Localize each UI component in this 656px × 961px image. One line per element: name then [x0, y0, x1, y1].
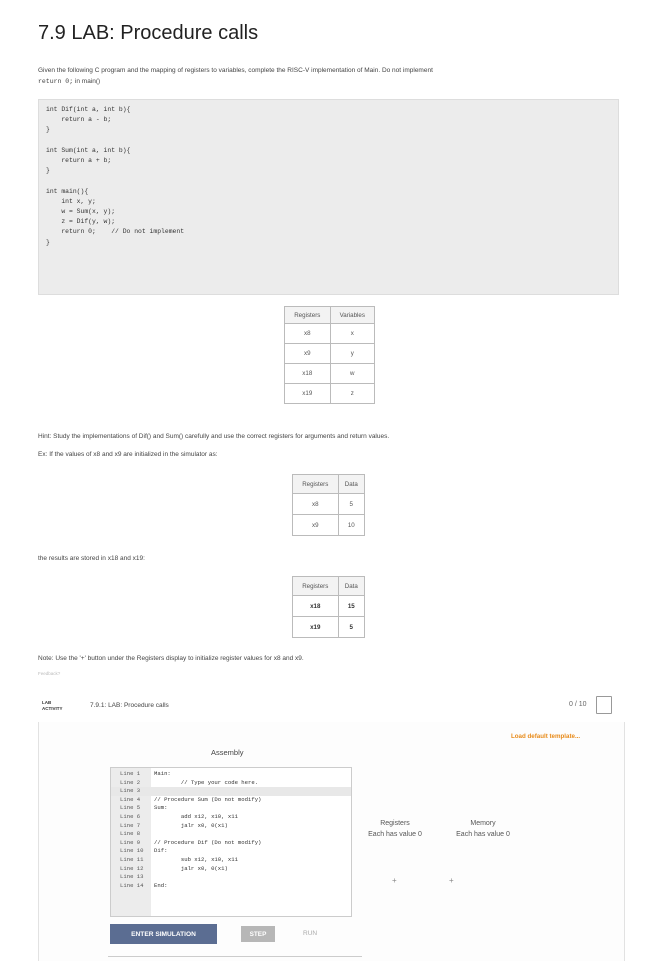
init-cell: x8 [293, 494, 339, 515]
c-code-line: int main(){ [46, 187, 89, 195]
editor-line[interactable] [111, 873, 351, 882]
line-number: Line 14 [120, 881, 144, 889]
result-table [292, 576, 365, 638]
mapping-cell: x19 [285, 384, 331, 404]
intro-text [38, 65, 618, 87]
line-number: Line 10 [120, 847, 144, 855]
registers-panel [360, 818, 430, 840]
load-template-link[interactable]: Load default template... [511, 733, 581, 740]
line-number: Line 5 [120, 804, 141, 812]
c-code-line: } [46, 238, 50, 246]
page-title: 7.9 LAB: Procedure calls [38, 22, 259, 44]
init-header-registers: Registers [293, 475, 339, 494]
mapping-header-registers: Registers [285, 307, 331, 324]
line-number: Line 9 [120, 838, 141, 846]
editor-line[interactable] [111, 787, 351, 796]
c-code-line: int Sum(int a, int b){ [46, 146, 131, 154]
line-code: jalr x0, 0(x1) [154, 821, 228, 829]
line-number: Line 6 [120, 813, 141, 820]
memory-sub: Each has value 0 [456, 831, 510, 838]
editor-line[interactable] [111, 839, 351, 848]
line-code: add x12, x10, x11 [154, 813, 238, 820]
c-code-line: return a - b; [46, 116, 112, 124]
c-code-line: } [46, 167, 50, 175]
step-button[interactable]: STEP [241, 926, 275, 942]
editor-line[interactable] [111, 865, 351, 874]
line-code: Dif: [154, 847, 168, 855]
intro-tail: in main() [74, 78, 101, 85]
c-code-line: w = Sum(x, y); [46, 208, 116, 216]
result-cell: 15 [338, 596, 364, 617]
c-code-line: return a + b; [46, 157, 112, 165]
assembly-label: Assembly [211, 748, 244, 757]
editor-line[interactable] [111, 822, 351, 831]
mapping-cell: z [330, 384, 374, 404]
c-code-line: z = Dif(y, w); [46, 218, 116, 226]
line-code: // Procedure Dif (Do not modify) [154, 838, 262, 846]
editor-line[interactable] [111, 804, 351, 813]
editor-line[interactable] [111, 770, 351, 779]
c-code-line: return 0; // Do not implement [46, 228, 185, 236]
add-register-button[interactable]: + [392, 876, 397, 885]
c-code-line: int Dif(int a, int b){ [46, 106, 131, 113]
editor-line[interactable] [111, 813, 351, 822]
editor-line[interactable] [111, 856, 351, 865]
editor-line[interactable] [111, 847, 351, 856]
init-cell: x9 [293, 515, 339, 536]
line-code: // Procedure Sum (Do not modify) [154, 795, 262, 803]
result-cell: x19 [293, 617, 339, 638]
mapping-cell: x8 [285, 324, 331, 344]
line-code: End: [154, 881, 168, 889]
divider [108, 956, 362, 957]
init-cell: 10 [338, 515, 364, 536]
line-number: Line 3 [120, 787, 141, 795]
registers-sub: Each has value 0 [368, 831, 422, 838]
line-number: Line 13 [120, 873, 144, 881]
hint-text: Hint: Study the implementations of Dif() and Sum() carefully and use the correct registers for arguments and return values. [38, 433, 390, 440]
result-header-data: Data [338, 577, 364, 596]
line-number: Line 11 [120, 856, 144, 863]
enter-simulation-button[interactable]: ENTER SIMULATION [110, 924, 217, 944]
feedback-link[interactable]: Feedback? [38, 671, 61, 676]
editor-line[interactable] [111, 796, 351, 805]
c-code-line: } [46, 126, 50, 134]
line-number: Line 8 [120, 830, 141, 838]
lab-header [38, 693, 627, 721]
lab-badge-line2: ACTIVITY [42, 706, 63, 711]
mapping-header-variables: Variables [330, 307, 374, 324]
line-code: // Type your code here. [154, 778, 259, 786]
mapping-cell: x18 [285, 364, 331, 384]
init-cell: 5 [338, 494, 364, 515]
run-button[interactable]: RUN [303, 930, 318, 937]
mapping-cell: w [330, 364, 374, 384]
editor-line[interactable] [111, 830, 351, 839]
intro-code: return 0; [38, 78, 74, 85]
score: 0 / 10 [569, 701, 587, 708]
mapping-cell: y [330, 344, 374, 364]
result-cell: x18 [293, 596, 339, 617]
add-memory-button[interactable]: + [449, 876, 454, 885]
line-number: Line 2 [120, 778, 141, 786]
line-number: Line 1 [120, 770, 141, 777]
score-badge-icon [596, 696, 612, 714]
mapping-cell: x [330, 324, 374, 344]
result-cell: 5 [338, 617, 364, 638]
lab-badge-line1: LAB [42, 700, 52, 705]
line-number: Line 4 [120, 795, 141, 803]
c-code-line: int x, y; [46, 197, 96, 205]
lab-title: 7.9.1: LAB: Procedure calls [90, 702, 169, 709]
editor-line[interactable] [111, 882, 351, 891]
example-label: Ex: If the values of x8 and x9 are initialized in the simulator as: [38, 451, 218, 458]
init-table [292, 474, 365, 536]
line-code: Sum: [154, 804, 168, 812]
result-header-registers: Registers [293, 577, 339, 596]
note-text: Note: Use the '+' button under the Registers display to initialize register values for x8 and x9. [38, 655, 304, 662]
editor-line[interactable] [111, 779, 351, 788]
intro-description: Given the following C program and the mapping of registers to variables, complete the RISC-V implementation of Main. Do not implement [38, 67, 433, 74]
mapping-cell: x9 [285, 344, 331, 364]
line-number: Line 7 [120, 821, 141, 829]
init-header-data: Data [338, 475, 364, 494]
line-code: sub x12, x10, x11 [154, 856, 238, 863]
c-code-block [38, 99, 619, 295]
result-label: the results are stored in x18 and x19: [38, 555, 145, 562]
line-code: jalr x0, 0(x1) [154, 864, 228, 872]
line-number: Line 12 [120, 864, 144, 872]
assembly-editor[interactable] [110, 767, 352, 917]
memory-panel [444, 818, 522, 840]
memory-title: Memory [470, 820, 496, 827]
registers-title: Registers [380, 820, 410, 827]
lab-badge [42, 700, 63, 712]
mapping-table [284, 306, 375, 404]
line-code: Main: [154, 770, 171, 777]
c-code [46, 105, 184, 248]
